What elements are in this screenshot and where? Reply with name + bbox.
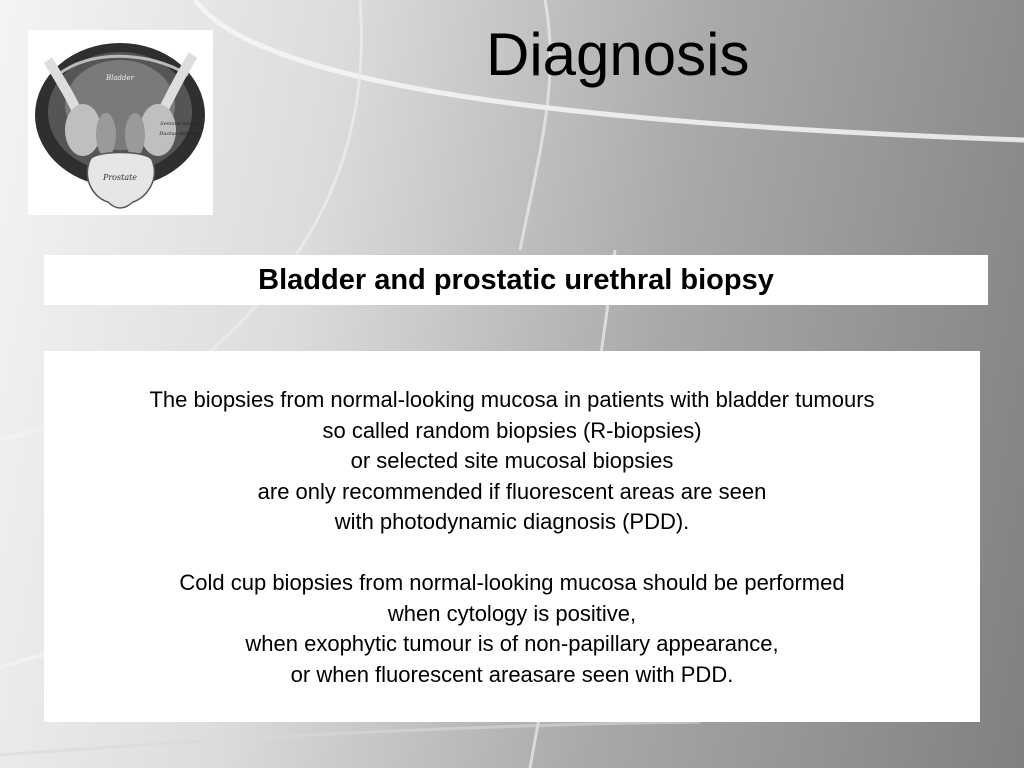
bladder-prostate-illustration — [28, 30, 213, 215]
body-line: when exophytic tumour is of non-papillary appearance, — [245, 631, 779, 656]
slide-title: Diagnosis — [486, 21, 750, 88]
seminal-label: Seminal vesicle — [160, 121, 200, 127]
bladder-label: Bladder — [105, 74, 135, 82]
body-line: Cold cup biopsies from normal-looking mucosa should be performed — [179, 570, 845, 595]
slide-subtitle: Bladder and prostatic urethral biopsy — [258, 263, 774, 296]
body-line: The biopsies from normal-looking mucosa in patients with bladder tumours — [149, 387, 875, 412]
body-line: so called random biopsies (R-biopsies) — [322, 417, 702, 443]
body-line: are only recommended if fluorescent areas are seen — [257, 478, 767, 504]
body-line: with photodynamic diagnosis (PDD). — [334, 509, 690, 534]
body-line: or selected site mucosal biopsies — [350, 448, 674, 473]
paragraph-1 — [44, 385, 980, 538]
prostate-label: Prostate — [102, 173, 138, 182]
subtitle-bar — [44, 255, 988, 305]
ductus-label: Ductus deferens — [159, 131, 201, 137]
body-line: or when fluorescent areasare seen with PDD. — [290, 661, 734, 687]
body-line: when cytology is positive, — [387, 600, 637, 626]
paragraph-2 — [44, 568, 980, 690]
content-box — [44, 351, 980, 722]
